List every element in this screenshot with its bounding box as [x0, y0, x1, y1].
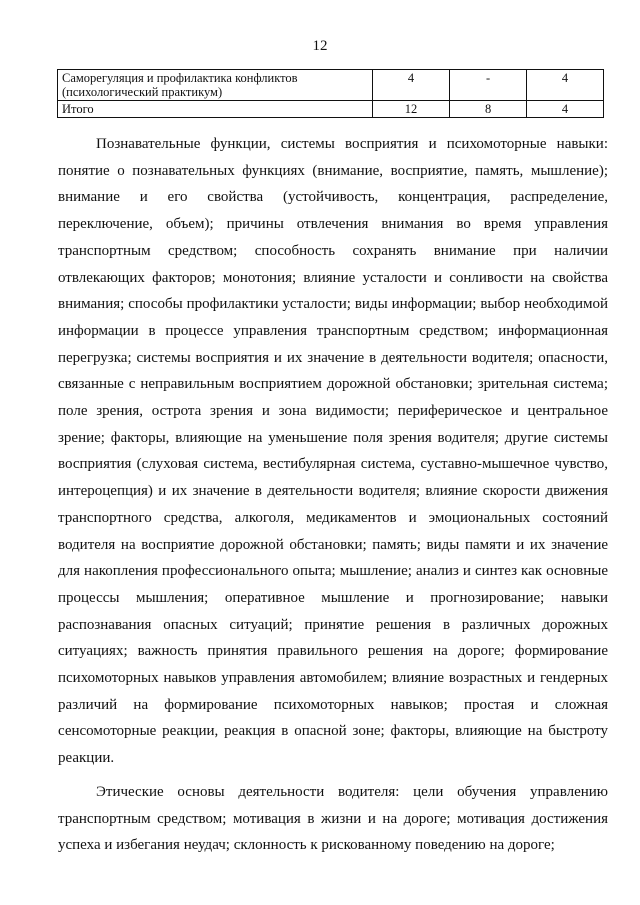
- table-cell-practice: 4: [527, 70, 604, 101]
- body-text: [58, 131, 608, 859]
- table-cell-theory: -: [450, 70, 527, 101]
- topic-line: (психологический практикум): [62, 85, 223, 99]
- table-cell-topic: [58, 70, 373, 101]
- topic-line: Саморегуляция и профилактика конфликтов: [62, 71, 298, 85]
- topic-line: Итого: [62, 102, 94, 116]
- table-cell-total: 12: [372, 101, 449, 118]
- page-number: 12: [312, 38, 328, 54]
- table-cell-topic: [58, 101, 373, 118]
- paragraph-cognitive-functions: Познавательные функции, системы восприятия и психомоторные навыки: понятие о познавательных функциях (внимание, восприятие, память, мышление); внимание и его свойства (устойчивость, концентрация, распределение, переключение, объем); причины отвлечения внимания во время управления транспортным средством; способность сохранять внимание при наличии отвлекающих факторов; монотония; влияние усталости и сонливости на свойства внимания; способы профилактики усталости; виды информации; выбор необходимой информации в процессе управления транспортным средством; информационная перегрузка; системы восприятия и их значение в деятельности водителя; опасности, связанные с неправильным восприятием дорожной обстановки; зрительная система; поле зрения, острота зрения и зона видимости; периферическое и центральное зрение; факторы, влияющие на уменьшение поля зрения водителя; другие системы восприятия (слуховая система, вестибулярная система, суставно-мышечное чувство, интероцепция) и их значение в деятельности водителя; влияние скорости движения транспортного средства, алкоголя, медикаментов и эмоциональных состояний водителя на восприятие дорожной обстановки; память; виды памяти и их значение для накопления профессионального опыта; мышление; анализ и синтез как основные процессы мышления; оперативное мышление и прогнозирование; навыки распознавания опасных ситуаций; принятие решения в различных дорожных ситуациях; важность принятия правильного решения на дороге; формирование психомоторных навыков управления автомобилем; влияние возрастных и гендерных различий на формирование психомоторных навыков; простая и сложная сенсомоторные реакции, реакция в опасной зоне; факторы, влияющие на быстроту реакции.: [58, 136, 608, 767]
- paragraph-ethical-foundations: Этические основы деятельности водителя: цели обучения управлению транспортным средством; мотивация в жизни и на дороге; мотивация достижения успеха и избегания неудач; склонность к рискованному поведению на дороге;: [58, 783, 608, 854]
- hours-table: [57, 69, 604, 118]
- table-cell-total: 4: [372, 70, 449, 101]
- table-cell-theory: 8: [450, 101, 527, 118]
- table-row: [58, 70, 604, 101]
- table-cell-practice: 4: [527, 101, 604, 118]
- table-row: [58, 101, 604, 118]
